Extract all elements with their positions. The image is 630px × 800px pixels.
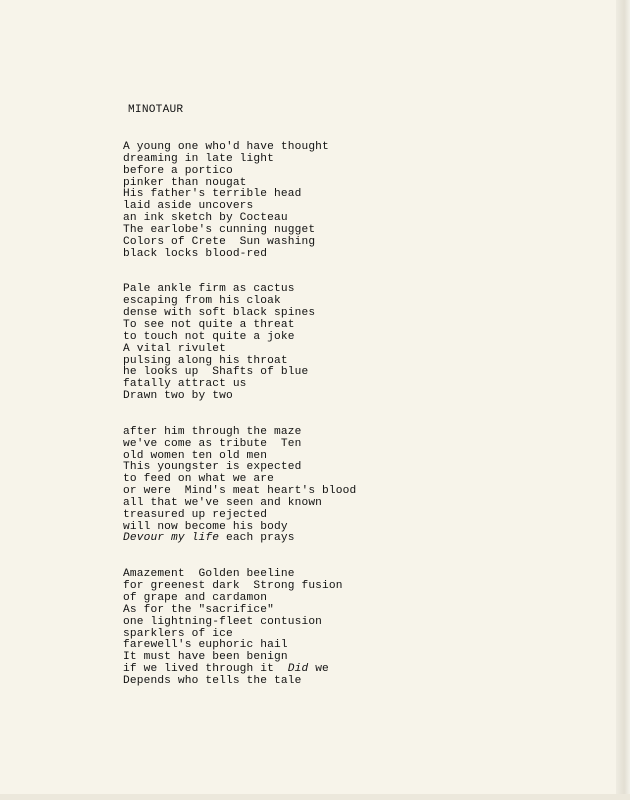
poem-line (123, 533, 356, 545)
line-text: will now become his body (123, 520, 288, 533)
line-text: sparklers of ice (123, 627, 233, 640)
line-text: Pale ankle firm as cactus (123, 283, 295, 296)
line-text: escaping from his cloak (123, 295, 281, 308)
line-text: we've come as tribute Ten (123, 437, 302, 450)
italic-text: Devour my life (123, 532, 220, 545)
line-text: His father's terrible head (123, 188, 302, 201)
line-text: laid aside uncovers (123, 200, 254, 213)
line-text: dreaming in late light (123, 152, 274, 165)
line-text: treasured up rejected (123, 508, 268, 521)
poem-body (123, 142, 356, 688)
stanza (123, 284, 356, 402)
line-text: all that we've seen and known (123, 496, 323, 509)
line-text: A young one who'd have thought (123, 141, 329, 153)
line-text: A vital rivulet (123, 342, 226, 355)
line-text: Amazement Golden beeline (123, 568, 295, 581)
line-text: Colors of Crete Sun washing (123, 235, 316, 248)
line-text: The earlobe's cunning nugget (123, 223, 316, 236)
line-text: Drawn two by two (123, 390, 233, 403)
line-text: to feed on what we are (123, 473, 274, 486)
italic-text: Did (287, 663, 309, 676)
line-text: pinker than nougat (123, 176, 247, 189)
line-text: black locks blood-red (123, 247, 268, 260)
line-text: we (308, 663, 329, 676)
stanza (123, 142, 356, 260)
paper-bottom-edge (0, 794, 630, 800)
poem-line (123, 676, 356, 688)
line-text: or were Mind's meat heart's blood (123, 485, 357, 498)
line-text: one lightning-fleet contusion (123, 615, 323, 628)
line-text: This youngster is expected (123, 461, 302, 474)
poem-line (123, 249, 356, 261)
line-text: To see not quite a threat (123, 318, 295, 331)
line-text: to touch not quite a joke (123, 330, 295, 343)
stanza (123, 427, 356, 545)
poem-title: MINOTAUR (128, 104, 184, 116)
line-text: of grape and cardamon (123, 592, 268, 604)
line-text: It must have been benign (123, 651, 288, 664)
line-text: if we lived through it (123, 663, 288, 676)
line-text: As for the "sacrifice" (123, 603, 274, 616)
line-text: each prays (219, 532, 295, 545)
stanza (123, 569, 356, 687)
line-text: fatally attract us (123, 378, 247, 391)
line-text: after him through the maze (123, 425, 302, 438)
line-text: an ink sketch by Cocteau (123, 212, 288, 225)
line-text: before a portico (123, 164, 233, 177)
line-text: he looks up Shafts of blue (123, 366, 309, 379)
line-text: old women ten old men (123, 449, 268, 462)
line-text: Depends who tells the tale (123, 674, 302, 687)
line-text: for greenest dark Strong fusion (123, 580, 343, 593)
poem-line (123, 391, 356, 403)
line-text: pulsing along his throat (123, 354, 288, 367)
line-text: dense with soft black spines (123, 307, 316, 320)
paper-edge (616, 0, 630, 800)
line-text: farewell's euphoric hail (123, 639, 288, 652)
